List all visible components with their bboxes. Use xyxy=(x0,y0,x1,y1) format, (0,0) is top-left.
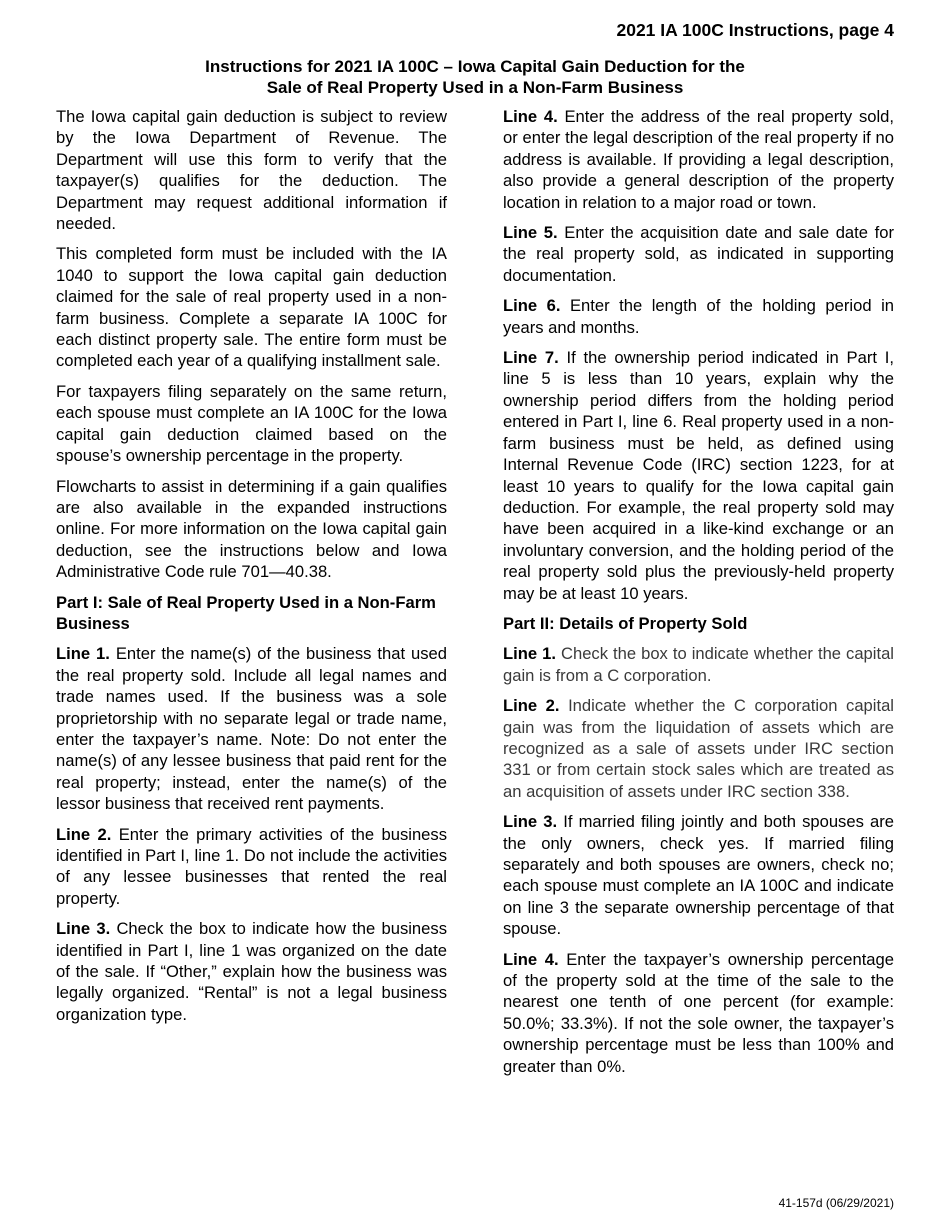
line-label: Line 2. xyxy=(503,696,560,716)
part-2-heading: Part II: Details of Property Sold xyxy=(503,613,748,633)
line-label: Line 5. xyxy=(503,223,558,243)
line-label: Line 4. xyxy=(503,107,558,126)
line-label: Line 3. xyxy=(503,812,558,832)
part-1-line-2-instruction xyxy=(56,824,447,910)
part-1-line-5-instruction xyxy=(503,222,894,286)
line-label: Line 3. xyxy=(56,919,111,939)
part-1-heading: Part I: Sale of Real Property Used in a Non-Farm Business xyxy=(56,592,436,633)
line-text: If the ownership period indicated in Part I, line 5 is less than 10 years, explain why the ownership period differs from the holding period entered in Part I, line 6. Real property used in a non-farm business must be held, as defined using Internal Revenue Code (IRC) section 1223, for at least 10 years to qualify for the Iowa capital gain deduction. For example, the real property sold may have been acquired in a like-kind exchange or an involuntary conversion, and the holding period of the real property sold plus the previously-held property may be at least 10 years. xyxy=(503,348,894,603)
form-number: 41-157d (06/29/2021) xyxy=(778,1196,894,1210)
line-label: Line 1. xyxy=(503,644,556,664)
part-1-line-4-instruction xyxy=(503,106,894,213)
line-text: Enter the name(s) of the business that used the real property sold. Include all legal names and trade names used. If the business was a sole proprietorship with no separate legal or trade name, enter the taxpayer’s name. Note: Do not enter the name(s) of any lessee business that paid rent for the real property; instead, enter the name(s) of the lessor business that received rent payments. xyxy=(56,644,447,814)
intro-paragraph: The Iowa capital gain deduction is subject to review by the Iowa Department of Revenue. The Department will use this form to verify that the taxpayer(s) qualifies for the deduction. The Department may request additional information if needed. xyxy=(56,107,447,234)
line-label: Line 7. xyxy=(503,348,559,368)
intro-paragraph: Flowcharts to assist in determining if a gain qualifies are also available in the expanded instructions online. For more information on the Iowa capital gain deduction, see the instructions below and Iowa Administrative Code rule 701—40.38. xyxy=(56,476,447,582)
line-text: Enter the address of the real property sold, or enter the legal description of the real property if no address is available. If providing a legal description, also provide a general description of the property location in relation to a major road or town. xyxy=(503,107,894,212)
line-text: Enter the primary activities of the business identified in Part I, line 1. Do not include the activities of any lessee businesses that rented the real property. xyxy=(56,824,447,908)
part-2-line-1-instruction xyxy=(503,643,894,686)
line-text: Check the box to indicate how the business identified in Part I, line 1 was organized on the date of the sale. If “Other,” explain how the business was legally organized. “Rental” is not a legal business organization type. xyxy=(56,919,447,1024)
intro-paragraph: This completed form must be included with the IA 1040 to support the Iowa capital gain deduction claimed for the sale of real property used in a non-farm business. Complete a separate IA 100C for each distinct property sale. The entire form must be completed each year of a qualifying installment sale. xyxy=(56,244,447,371)
part-1-line-3-instruction xyxy=(56,918,447,1025)
part-1-line-1-instruction xyxy=(56,643,447,814)
part-2-line-3-instruction xyxy=(503,811,894,939)
line-text: Enter the length of the holding period in years and months. xyxy=(503,296,894,337)
line-text: Enter the acquisition date and sale date for the real property sold, as indicated in supporting documentation. xyxy=(503,223,895,285)
line-text: Check the box to indicate whether the capital gain is from a C corporation. xyxy=(503,644,894,685)
line-label: Line 2. xyxy=(56,824,112,844)
part-1-line-7-instruction xyxy=(503,347,894,604)
line-label: Line 4. xyxy=(503,949,559,969)
part-1-line-6-instruction xyxy=(503,295,894,338)
line-label: Line 6. xyxy=(503,296,561,316)
left-column xyxy=(56,106,447,1034)
part-2-line-4-instruction xyxy=(503,949,894,1077)
intro-paragraph: For taxpayers filing separately on the same return, each spouse must complete an IA 100C for the Iowa capital gain deduction claimed based on the spouse’s ownership percentage in the property. xyxy=(56,381,447,466)
line-text: If married filing jointly and both spouses are the only owners, check yes. If married filing separately and both spouses are owners, check no; each spouse must complete an IA 100C and indicate on line 3 the separate ownership percentage of that spouse. xyxy=(503,812,894,939)
document-title xyxy=(0,56,950,98)
document-title-line-2: Sale of Real Property Used in a Non-Farm Business xyxy=(266,78,684,97)
line-label: Line 1. xyxy=(56,644,110,664)
document-title-line-1: Instructions for 2021 IA 100C – Iowa Capital Gain Deduction for the xyxy=(205,57,745,76)
right-column xyxy=(503,106,894,1086)
line-text: Enter the taxpayer’s ownership percentage of the property sold at the time of the sale to the nearest one tenth of one percent (for example: 50.0%; 33.3%). If not the sole owner, the taxpayer’s ownership percentage must be less than 100% and greater than 0%. xyxy=(503,949,894,1076)
line-text: Indicate whether the C corporation capital gain was from the liquidation of assets which are recognized as a sale of assets under IRC section 331 or from certain stock sales which are treated as an acquisition of assets under IRC section 338. xyxy=(503,696,894,801)
part-2-line-2-instruction xyxy=(503,695,894,802)
page-header: 2021 IA 100C Instructions, page 4 xyxy=(616,20,894,40)
